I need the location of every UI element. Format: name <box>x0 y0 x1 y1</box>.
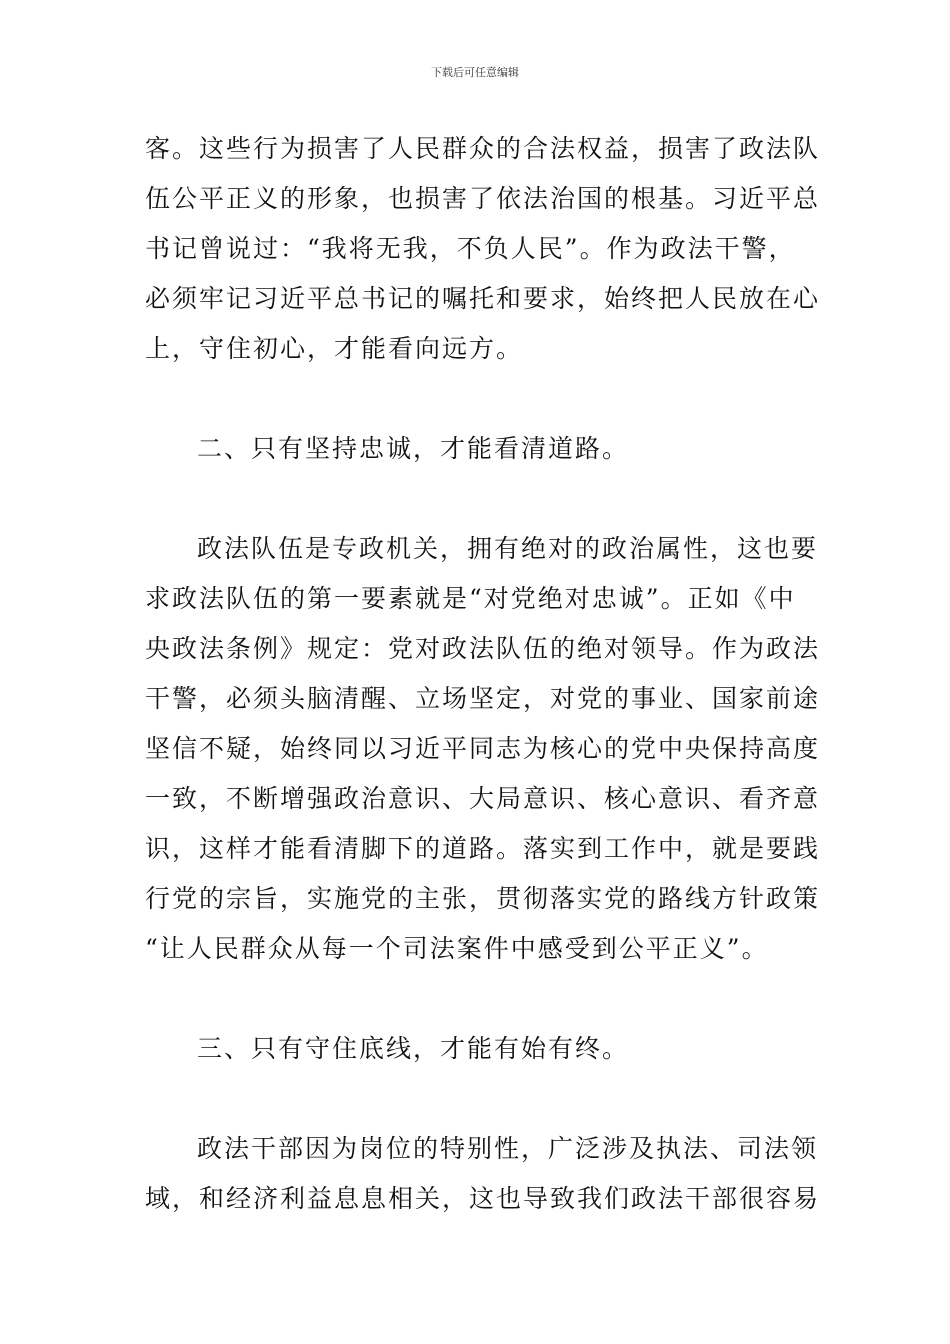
paragraph-gap <box>145 974 809 1024</box>
paragraph-line: 干警，必须头脑清醒、立场坚定，对党的事业、国家前途 <box>145 684 821 713</box>
paragraph-3 <box>145 1124 821 1224</box>
paragraph-line: 央政法条例》规定：党对政法队伍的绝对领导。作为政法 <box>145 634 821 663</box>
paragraph-line: 伍公平正义的形象，也损害了依法治国的根基。习近平总 <box>145 184 821 213</box>
paragraph-line: 域，和经济利益息息相关，这也导致我们政法干部很容易 <box>145 1184 821 1213</box>
paragraph-line: 上，守住初心，才能看向远方。 <box>145 334 524 363</box>
paragraph-line: 识，这样才能看清脚下的道路。落实到工作中，就是要践 <box>145 834 821 863</box>
paragraph-line: 必须牢记习近平总书记的嘱托和要求，始终把人民放在心 <box>145 284 821 313</box>
paragraph-gap <box>145 474 809 524</box>
paragraph-2 <box>145 524 821 974</box>
section-heading-3: 三、只有守住底线，才能有始有终。 <box>197 1034 630 1063</box>
paragraph-line: 行党的宗旨，实施党的主张，贯彻落实党的路线方针政策 <box>145 884 821 913</box>
paragraph-line: 求政法队伍的第一要素就是“对党绝对忠诚”。正如《中 <box>145 584 796 613</box>
paragraph-gap <box>145 374 809 424</box>
section-heading-2: 二、只有坚持忠诚，才能看清道路。 <box>197 434 630 463</box>
paragraph-gap <box>145 1074 809 1124</box>
paragraph-line: 坚信不疑，始终同以习近平同志为核心的党中央保持高度 <box>145 734 821 763</box>
paragraph-line: 客。这些行为损害了人民群众的合法权益，损害了政法队 <box>145 134 821 163</box>
page-header-note: 下载后可任意编辑 <box>431 66 519 79</box>
paragraph-line: 一致，不断增强政治意识、大局意识、核心意识、看齐意 <box>145 784 821 813</box>
document-body <box>145 124 821 1224</box>
paragraph-line: “让人民群众从每一个司法案件中感受到公平正义”。 <box>145 934 769 963</box>
paragraph-1 <box>145 124 821 374</box>
paragraph-line: 政法队伍是专政机关，拥有绝对的政治属性，这也要 <box>197 534 819 563</box>
paragraph-line: 政法干部因为岗位的特别性，广泛涉及执法、司法领 <box>197 1134 819 1163</box>
paragraph-line: 书记曾说过：“我将无我，不负人民”。作为政法干警， <box>145 234 796 263</box>
